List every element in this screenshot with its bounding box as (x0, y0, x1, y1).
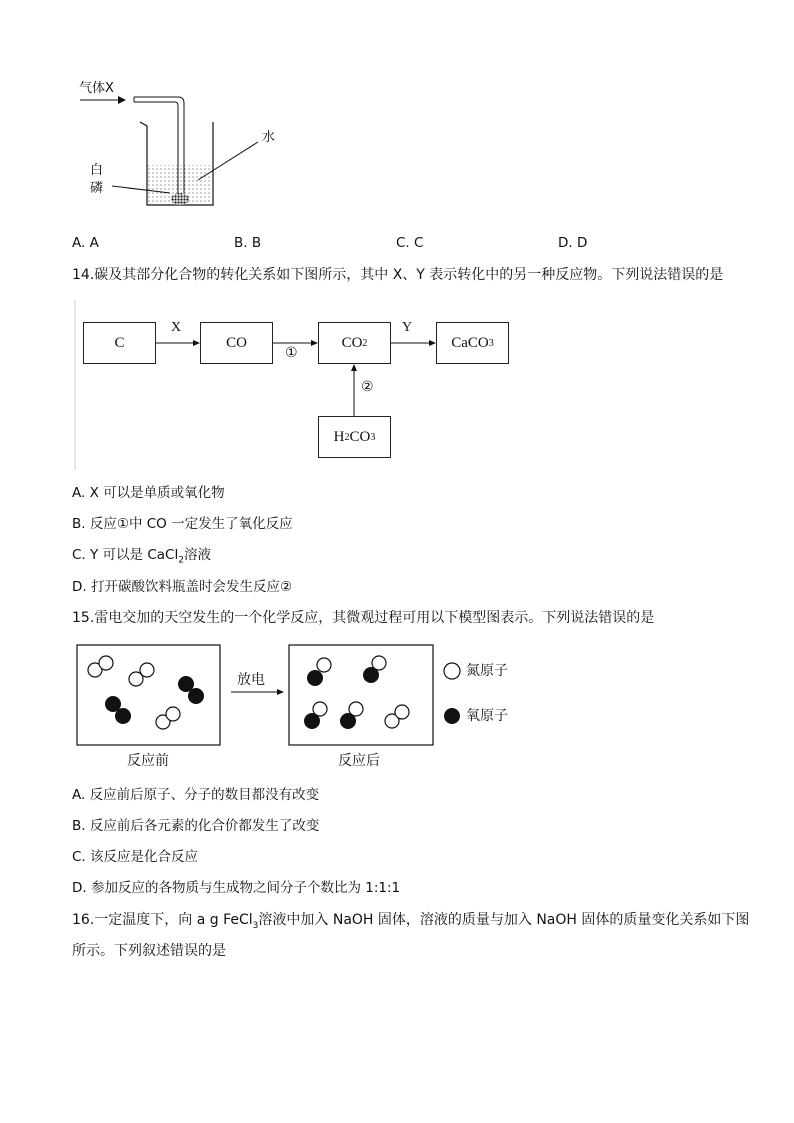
q15-option-b: B. 反应前后各元素的化合价都发生了改变 (72, 818, 320, 834)
legend-nitrogen-label: 氮原子 (466, 663, 508, 679)
legend-oxygen-icon (444, 708, 460, 724)
oxygen-atom (363, 667, 379, 683)
q16-stem-line-2: 所示。下列叙述错误的是 (72, 943, 226, 959)
gas-x-label: 气体X (79, 81, 114, 96)
box-co2: CO 2 (318, 322, 391, 364)
box-h2co3: H 2 CO 3 (318, 416, 391, 458)
legend-nitrogen-icon (444, 663, 460, 679)
nitrogen-atom (140, 663, 154, 677)
oxygen-atom (115, 708, 131, 724)
white-phosphorus-label-1: 白 (90, 163, 104, 178)
box-c: C (83, 322, 156, 364)
nitrogen-atom (317, 658, 331, 672)
oxygen-atom (340, 713, 356, 729)
q13-option-d: D. D (558, 235, 588, 251)
nitrogen-atom (99, 656, 113, 670)
q13-option-b: B. B (234, 235, 262, 251)
q16-stem-line-1: 16.一定温度下，向 a g FeCl$_3$溶液中加入 NaOH 固体，溶液的质量与加入 NaOH 固体的质量变化关系如下图 (72, 912, 750, 931)
q15-stem: 15.雷电交加的天空发生的一个化学反应，其微观过程可用以下模型图表示。下列说法错误的是 (72, 610, 655, 626)
q14-option-c: C. Y 可以是 CaCl$_2$溶液 (72, 547, 211, 566)
arrow-label-x: X (171, 320, 182, 335)
q15-option-d: D. 参加反应的各物质与生成物之间分子个数比为 1:1:1 (72, 880, 401, 896)
box-caco3: CaCO 3 (436, 322, 509, 364)
after-box (289, 645, 433, 745)
before-label: 反应前 (127, 753, 169, 769)
oxygen-atom (188, 688, 204, 704)
q15-option-a: A. 反应前后原子、分子的数目都没有改变 (72, 787, 320, 803)
nitrogen-atom (166, 707, 180, 721)
nitrogen-atom (395, 705, 409, 719)
q14-option-a: A. X 可以是单质或氧化物 (72, 485, 225, 501)
water-label: 水 (262, 130, 276, 145)
reaction-mark-2: ② (361, 379, 374, 395)
q13-option-a: A. A (72, 235, 99, 251)
legend-oxygen-label: 氧原子 (466, 708, 508, 724)
reaction-mark-1: ① (285, 345, 298, 361)
arrow-label-y: Y (402, 320, 413, 335)
oxygen-atom (307, 670, 323, 686)
box-co: CO (200, 322, 273, 364)
q14-option-b: B. 反应①中 CO 一定发生了氧化反应 (72, 516, 293, 532)
q14-stem: 14.碳及其部分化合物的转化关系如下图所示，其中 X、Y 表示转化中的另一种反应物。下列说法错误的是 (72, 267, 724, 283)
after-label: 反应后 (338, 753, 380, 769)
q14-option-d: D. 打开碳酸饮料瓶盖时会发生反应② (72, 579, 293, 595)
q13-option-c: C. C (396, 235, 424, 251)
oxygen-atom (304, 713, 320, 729)
q15-option-c: C. 该反应是化合反应 (72, 849, 199, 865)
arrow-label-discharge: 放电 (237, 672, 265, 688)
white-phosphorus-label-2: 磷 (90, 181, 104, 196)
